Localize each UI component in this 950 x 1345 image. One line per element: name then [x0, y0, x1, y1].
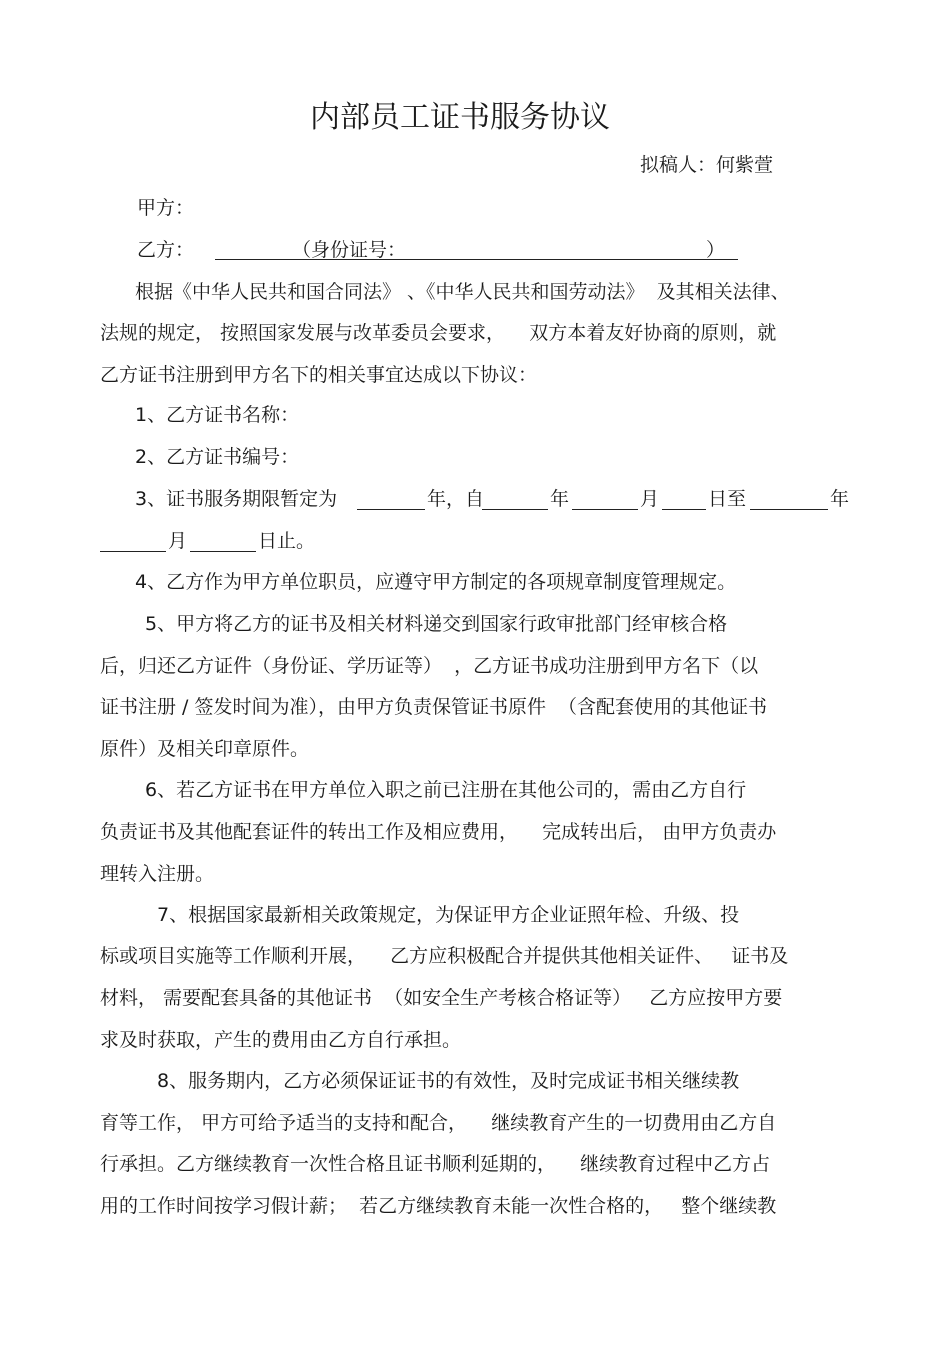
intro-line-1: 根据《中华人民共和国合同法》 、《中华人民共和国劳动法》 及其相关法律、	[135, 281, 790, 303]
item-3-year-from: 年，自	[427, 488, 485, 510]
item-1-certificate-name: 1、乙方证书名称：	[135, 404, 300, 426]
intro-line-3: 乙方证书注册到甲方名下的相关事宜达成以下协议：	[100, 364, 538, 386]
item-4-text: 4、乙方作为甲方单位职员，应遵守甲方制定的各项规章制度管理规定。	[135, 571, 737, 593]
item-3-end-year: 年	[830, 488, 850, 510]
item-6-line-2: 负责证书及其他配套证件的转出工作及相应费用， 完成转出后， 由甲方负责办	[100, 821, 777, 843]
item-6-line-3: 理转入注册。	[100, 863, 215, 885]
item-5-line-3: 证书注册 / 签发时间为准），由甲方负责保管证书原件 （含配套使用的其他证书	[100, 696, 768, 718]
party-b-label: 乙方：	[137, 239, 195, 261]
drafter-line: 拟稿人：何紫萱	[640, 154, 774, 176]
blank-end-day	[190, 551, 256, 552]
item-7-line-1: 7、根据国家最新相关政策规定，为保证甲方企业证照年检、升级、投	[157, 904, 740, 926]
item-3-end: 日止。	[258, 530, 316, 552]
item-7-line-2: 标或项目实施等工作顺利开展， 乙方应积极配合并提供其他相关证件、 证书及	[100, 945, 789, 967]
item-3-day-to: 日至	[708, 488, 747, 510]
item-3-month: 月	[640, 488, 660, 510]
blank-end-month	[100, 551, 166, 552]
blank-start-month	[572, 509, 638, 510]
item-3-prefix: 3、证书服务期限暂定为	[135, 488, 338, 510]
blank-years	[357, 509, 425, 510]
party-a-label: 甲方：	[137, 197, 195, 219]
item-5-line-4: 原件）及相关印章原件。	[100, 738, 310, 760]
item-7-line-4: 求及时获取，产生的费用由乙方自行承担。	[100, 1029, 462, 1051]
blank-start-day	[662, 509, 706, 510]
document-title: 内部员工证书服务协议	[310, 100, 610, 135]
id-number-close: ）	[706, 239, 726, 261]
item-8-line-4: 用的工作时间按学习假计薪； 若乙方继续教育未能一次性合格的， 整个继续教	[100, 1195, 777, 1217]
intro-line-2: 法规的规定， 按照国家发展与改革委员会要求， 双方本着友好协商的原则，就	[100, 322, 777, 344]
item-2-certificate-number: 2、乙方证书编号：	[135, 446, 300, 468]
item-3-end-month: 月	[168, 530, 188, 552]
item-5-line-1: 5、甲方将乙方的证书及相关材料递交到国家行政审批部门经审核合格	[145, 613, 728, 635]
item-8-line-3: 行承担。乙方继续教育一次性合格且证书顺利延期的， 继续教育过程中乙方占	[100, 1153, 771, 1175]
item-5-line-2: 后，归还乙方证件（身份证、学历证等） ，乙方证书成功注册到甲方名下（以	[100, 655, 759, 677]
item-7-line-3: 材料， 需要配套具备的其他证书 （如安全生产考核合格证等） 乙方应按甲方要	[100, 987, 783, 1009]
item-6-line-1: 6、若乙方证书在甲方单位入职之前已注册在其他公司的，需由乙方自行	[145, 779, 747, 801]
item-8-line-1: 8、服务期内，乙方必须保证证书的有效性，及时完成证书相关继续教	[157, 1070, 740, 1092]
blank-end-year	[750, 509, 828, 510]
item-8-line-2: 育等工作， 甲方可给予适当的支持和配合， 继续教育产生的一切费用由乙方自	[100, 1112, 777, 1134]
id-number-open: （身份证号：	[292, 239, 407, 261]
blank-start-year	[482, 509, 548, 510]
item-3-year: 年	[550, 488, 570, 510]
